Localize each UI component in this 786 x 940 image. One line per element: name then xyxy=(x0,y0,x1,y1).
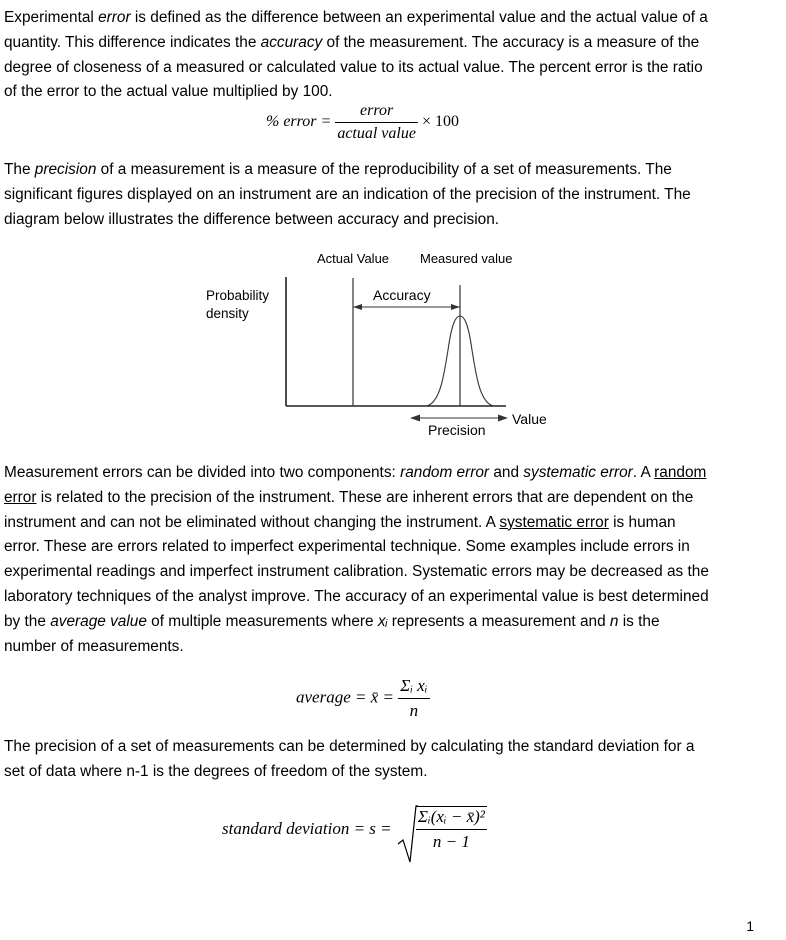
text: . A xyxy=(632,464,655,481)
label-measured-value: Measured value xyxy=(420,251,513,266)
fraction-denominator: n − 1 xyxy=(416,829,487,852)
text: Measurement errors can be divided into two components: xyxy=(4,464,401,481)
text-underline: systematic error xyxy=(499,513,609,531)
fraction-denominator: n xyxy=(398,698,429,721)
text-italic: accuracy xyxy=(260,33,323,51)
text-italic: error xyxy=(98,9,131,26)
radical-sign xyxy=(396,804,418,866)
equation-lhs: % error = xyxy=(266,113,332,131)
label-density: density xyxy=(206,306,249,321)
fraction xyxy=(398,676,429,721)
text: set of data where n-1 is the degrees of freedom of the system. xyxy=(4,762,428,780)
fraction-denominator: actual value xyxy=(335,122,418,143)
text-underline: error xyxy=(4,488,37,506)
text: of multiple measurements where xyxy=(146,612,378,630)
paragraph-error-types xyxy=(4,461,756,659)
text: and xyxy=(489,464,524,481)
text-italic: precision xyxy=(34,161,97,178)
square-root xyxy=(396,806,487,852)
text: The xyxy=(4,161,35,178)
fraction xyxy=(416,806,487,852)
precision-arrow-left xyxy=(410,415,420,422)
equation-lhs: average = x̄ = xyxy=(296,687,394,707)
fraction-numerator: Σᵢ(xᵢ − x̄)² xyxy=(417,807,485,826)
text: by the xyxy=(4,612,51,630)
text: of the measurement. The accuracy is a measure of the xyxy=(322,33,700,51)
equation-lhs: standard deviation = s = xyxy=(222,819,392,838)
text-italic: random error xyxy=(400,464,490,481)
text: error. These are errors related to imperfect experimental technique. Some examples include errors in xyxy=(4,538,690,556)
text: experimental readings and imperfect instrument calibration. Systematic errors may be decreased as the xyxy=(4,563,709,581)
label-precision: Precision xyxy=(428,422,486,438)
accuracy-arrow-left xyxy=(353,304,362,310)
text: is human xyxy=(608,513,676,531)
accuracy-arrow-right xyxy=(451,304,460,310)
fraction-numerator: Σᵢ xᵢ xyxy=(400,676,428,695)
paragraph-std-dev xyxy=(4,735,756,785)
equation-rhs: × 100 xyxy=(421,113,459,131)
text: of the error to the actual value multiplied by 100. xyxy=(4,83,333,101)
text: The precision of a set of measurements can be determined by calculating the standard deviation for a xyxy=(4,738,695,755)
standard-deviation-equation xyxy=(222,806,487,852)
text: is defined as the difference between an experimental value and the actual value of a xyxy=(130,9,708,26)
text: represents a measurement and xyxy=(387,612,610,630)
page-number: 1 xyxy=(746,918,754,934)
text: number of measurements. xyxy=(4,637,184,655)
text: instrument and can not be eliminated without changing the instrument. A xyxy=(4,513,500,531)
text: is related to the precision of the instrument. These are inherent errors that are dependent on the xyxy=(36,488,694,506)
text-italic: systematic error xyxy=(523,464,633,481)
text: is the xyxy=(618,612,660,630)
text: laboratory techniques of the analyst improve. The accuracy of an experimental value is best determined xyxy=(4,587,709,605)
label-value: Value xyxy=(512,411,547,427)
text: degree of closeness of a measured or calculated value to its actual value. The percent error is the ratio xyxy=(4,58,703,76)
text-italic: average value xyxy=(50,612,147,630)
label-accuracy: Accuracy xyxy=(373,287,431,303)
text: diagram below illustrates the difference between accuracy and precision. xyxy=(4,210,500,228)
fraction-numerator: error xyxy=(360,102,394,119)
text-italic: n xyxy=(609,612,619,630)
text-underline: random xyxy=(654,464,707,481)
text: quantity. This difference indicates the xyxy=(4,33,261,51)
text: significant figures displayed on an instrument are an indication of the precision of the instrument. The xyxy=(4,185,691,203)
label-actual-value: Actual Value xyxy=(317,251,390,266)
precision-arrow-right xyxy=(498,415,508,422)
label-probability: Probability xyxy=(206,288,270,303)
text-italic: xᵢ xyxy=(377,612,388,630)
text: of a measurement is a measure of the reproducibility of a set of measurements. The xyxy=(96,161,672,178)
text: Experimental xyxy=(4,9,99,26)
average-equation xyxy=(296,676,430,721)
